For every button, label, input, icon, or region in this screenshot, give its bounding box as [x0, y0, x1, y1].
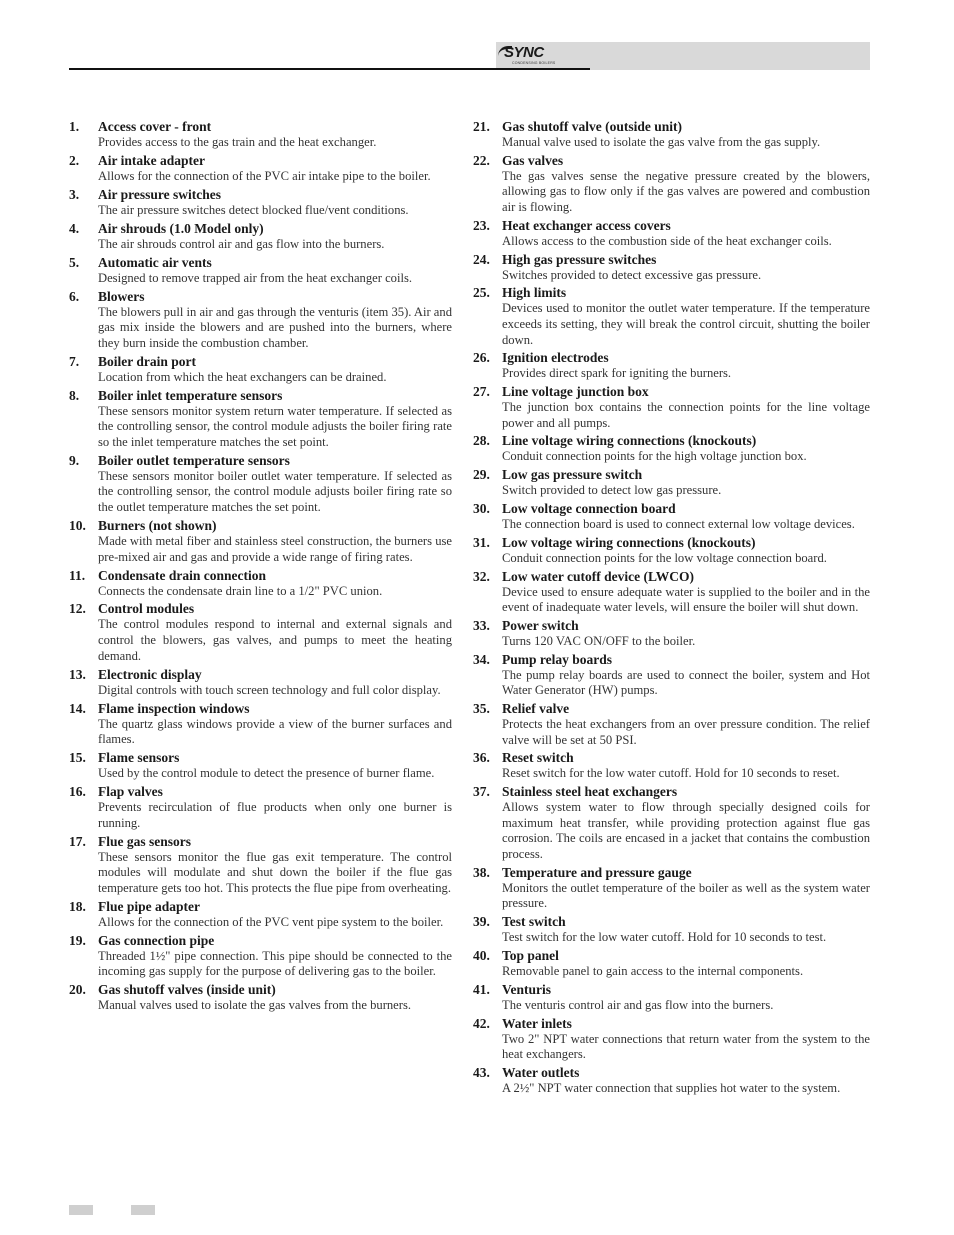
item-title: Burners (not shown) — [98, 518, 217, 533]
item-title: Heat exchanger access covers — [502, 217, 671, 233]
item-description: The pump relay boards are used to connect the boiler, system and Hot Water Generator (HW) pumps. — [502, 667, 870, 698]
item-title: Flue pipe adapter — [98, 898, 201, 914]
component-item — [473, 433, 870, 465]
component-item — [473, 750, 870, 782]
component-item — [69, 119, 452, 151]
item-title: Air pressure switches — [98, 186, 221, 202]
item-number: 30. — [473, 501, 490, 516]
sync-logo — [498, 44, 560, 68]
item-title: Top panel — [502, 947, 559, 963]
component-item — [69, 933, 452, 980]
component-list-right — [473, 119, 870, 1099]
item-title: Boiler inlet temperature sensors — [98, 387, 283, 403]
item-description: Switch provided to detect low gas pressure. — [502, 483, 722, 498]
item-title: Gas valves — [502, 152, 564, 168]
item-description: Reset switch for the low water cutoff. Hold for 10 seconds to reset. — [502, 766, 840, 781]
item-description: Allows for the connection of the PVC air intake pipe to the boiler. — [98, 168, 431, 183]
component-item — [69, 518, 452, 565]
item-title: Water inlets — [502, 1015, 572, 1031]
item-description: These sensors monitor boiler outlet water temperature. If selected as the controlling sensor, the control module adjusts boiler firing rate so the outlet temperature matches the set point. — [98, 468, 452, 515]
item-number: 13. — [69, 666, 86, 682]
item-description: Location from which the heat exchangers can be drained. — [98, 369, 387, 384]
component-item — [69, 899, 452, 931]
item-description: Removable panel to gain access to the internal components. — [502, 963, 804, 978]
item-description: A 2½" NPT water connection that supplies hot water to the system. — [502, 1080, 841, 1095]
item-title: Flame inspection windows — [98, 700, 250, 716]
item-number: 8. — [69, 387, 80, 403]
item-description: Used by the control module to detect the presence of burner flame. — [98, 766, 435, 781]
item-title: Power switch — [502, 617, 579, 633]
item-description: The venturis control air and gas flow into the burners. — [502, 997, 774, 1012]
item-description: The connection board is used to connect external low voltage devices. — [502, 517, 855, 531]
item-title: Access cover - front — [98, 119, 212, 134]
item-number: 28. — [473, 433, 490, 449]
item-title: Condensate drain connection — [98, 567, 267, 583]
item-number: 24. — [473, 251, 490, 267]
item-number: 5. — [69, 254, 80, 270]
item-description: Provides access to the gas train and the heat exchanger. — [98, 135, 377, 149]
footer-marker-left — [69, 1205, 93, 1215]
footer-marker-right — [131, 1205, 155, 1215]
item-title: Stainless steel heat exchangers — [502, 784, 678, 800]
item-description: The quartz glass windows provide a view of the burner surfaces and flames. — [98, 716, 452, 747]
item-description: Provides direct spark for igniting the burners. — [502, 366, 732, 381]
item-title: Relief valve — [502, 701, 570, 717]
component-item — [473, 218, 870, 250]
logo-subtext: CONDENSING BOILERS — [512, 61, 556, 65]
item-title: Electronic display — [98, 666, 202, 682]
item-description: Conduit connection points for the low voltage connection board. — [502, 550, 827, 565]
item-number: 27. — [473, 384, 490, 400]
item-description: Conduit connection points for the high voltage junction box. — [502, 449, 807, 464]
component-item — [69, 982, 452, 1014]
item-description: Connects the condensate drain line to a 1/2" PVC union. — [98, 583, 383, 598]
item-description: Switches provided to detect excessive gas pressure. — [502, 267, 762, 282]
item-number: 26. — [473, 350, 490, 366]
item-title: Test switch — [502, 914, 566, 930]
item-description: Manual valves used to isolate the gas valves from the burners. — [98, 998, 412, 1013]
item-number: 33. — [473, 617, 490, 633]
component-item — [69, 388, 452, 451]
component-item — [473, 618, 870, 650]
item-description: The control modules respond to internal and external signals and control the blowers, gas valves, and pumps to meet the heating demand. — [98, 617, 452, 663]
component-item — [473, 701, 870, 748]
component-item — [69, 289, 452, 352]
component-item — [473, 865, 870, 912]
component-item — [473, 1016, 870, 1063]
header-rule — [69, 68, 590, 70]
item-title: Control modules — [98, 601, 195, 617]
component-item — [69, 255, 452, 287]
item-title: Air intake adapter — [98, 152, 205, 168]
component-item — [69, 667, 452, 699]
item-number: 32. — [473, 568, 490, 584]
item-title: Flap valves — [98, 784, 163, 799]
component-item — [69, 568, 452, 600]
component-item — [69, 453, 452, 516]
item-description: The air pressure switches detect blocked flue/vent conditions. — [98, 202, 409, 217]
item-title: Pump relay boards — [502, 651, 613, 667]
component-item — [473, 982, 870, 1014]
component-item — [473, 350, 870, 382]
component-item — [473, 153, 870, 216]
item-description: Digital controls with touch screen technology and full color display. — [98, 682, 441, 697]
item-number: 7. — [69, 353, 80, 369]
item-number: 38. — [473, 864, 490, 880]
item-description: Designed to remove trapped air from the heat exchanger coils. — [98, 270, 413, 285]
item-title: Flame sensors — [98, 750, 180, 766]
item-description: Test switch for the low water cutoff. Hold for 10 seconds to test. — [502, 930, 827, 945]
item-description: The gas valves sense the negative pressure created by the blowers, allowing gas to flow only if the gas valves are powered and combustion air is flowing. — [502, 168, 870, 214]
item-description: Allows access to the combustion side of the heat exchanger coils. — [502, 233, 832, 248]
item-title: Blowers — [98, 288, 145, 304]
item-description: The air shrouds control air and gas flow into the burners. — [98, 236, 385, 251]
item-description: Protects the heat exchangers from an over pressure condition. The relief valve will be set at 50 PSI. — [502, 717, 870, 747]
component-item — [473, 285, 870, 348]
item-number: 36. — [473, 750, 490, 766]
component-item — [69, 153, 452, 185]
item-title: Temperature and pressure gauge — [502, 864, 692, 880]
item-number: 43. — [473, 1064, 490, 1080]
item-title: Boiler drain port — [98, 353, 197, 369]
item-title: Low voltage connection board — [502, 501, 676, 516]
item-description: Threaded 1½" pipe connection. This pipe should be connected to the incoming gas supply for the purpose of delivering gas to the boiler. — [98, 948, 452, 979]
item-description: Devices used to monitor the outlet water temperature. If the temperature exceeds its setting, they will break the control circuit, shutting the boiler down. — [502, 301, 870, 347]
component-item — [473, 119, 870, 151]
item-number: 22. — [473, 152, 490, 168]
item-number: 40. — [473, 947, 490, 963]
component-item — [473, 914, 870, 946]
item-description: Prevents recirculation of flue products when only one burner is running. — [98, 800, 452, 830]
item-title: Ignition electrodes — [502, 350, 609, 366]
item-title: High gas pressure switches — [502, 251, 657, 267]
item-description: The junction box contains the connection points for the line voltage power and all pumps. — [502, 400, 870, 430]
item-description: Allows for the connection of the PVC vent pipe system to the boiler. — [98, 914, 444, 929]
item-title: Automatic air vents — [98, 254, 212, 270]
item-title: Reset switch — [502, 750, 574, 766]
item-number: 10. — [69, 518, 86, 533]
component-item — [69, 750, 452, 782]
component-item — [69, 701, 452, 748]
item-description: Allows system water to flow through specially designed coils for maximum heat transfer, while providing protection against flue gas corrosion. The coils are encased in a jacket that contains the combustion process. — [502, 800, 870, 862]
item-number: 21. — [473, 119, 490, 134]
component-list-left — [69, 119, 452, 1016]
item-title: Venturis — [502, 981, 552, 997]
component-item — [473, 569, 870, 616]
component-item — [69, 354, 452, 386]
item-description: Turns 120 VAC ON/OFF to the boiler. — [502, 633, 696, 648]
item-number: 20. — [69, 982, 86, 998]
item-number: 19. — [69, 932, 86, 948]
item-number: 14. — [69, 700, 86, 716]
item-title: High limits — [502, 285, 567, 301]
item-number: 34. — [473, 651, 490, 667]
item-description: Device used to ensure adequate water is supplied to the boiler and in the event of inadequate water levels, will ensure the boiler will shut down. — [502, 584, 870, 615]
item-number: 37. — [473, 784, 490, 800]
item-number: 31. — [473, 534, 490, 550]
item-number: 23. — [473, 217, 490, 233]
item-description: Monitors the outlet temperature of the boiler as well as the system water pressure. — [502, 880, 870, 911]
item-description: These sensors monitor the flue gas exit temperature. The control modules will modulate and shut down the boiler if the flue gas temperature gets too hot. This protects the flue pipe from overheating. — [98, 849, 452, 895]
item-number: 3. — [69, 186, 80, 202]
component-item — [473, 252, 870, 284]
item-title: Line voltage junction box — [502, 384, 649, 400]
logo-wordmark: SYNC — [504, 44, 544, 61]
item-title: Low gas pressure switch — [502, 467, 643, 483]
item-number: 12. — [69, 601, 86, 617]
component-item — [69, 834, 452, 897]
item-title: Boiler outlet temperature sensors — [98, 452, 290, 468]
item-number: 11. — [69, 567, 86, 583]
component-item — [473, 948, 870, 980]
item-number: 1. — [69, 119, 80, 134]
item-description: The blowers pull in air and gas through the venturis (item 35). Air and gas mix inside the blowers and are pushed into the burners, where they burn inside the combustion chamber. — [98, 304, 452, 350]
item-title: Gas shutoff valves (inside unit) — [98, 982, 276, 998]
item-number: 9. — [69, 452, 80, 468]
component-item — [473, 501, 870, 533]
item-number: 4. — [69, 220, 80, 236]
item-number: 6. — [69, 288, 80, 304]
component-item — [473, 535, 870, 567]
item-number: 29. — [473, 467, 490, 483]
item-title: Line voltage wiring connections (knockouts) — [502, 433, 757, 449]
item-description: Made with metal fiber and stainless steel construction, the burners use pre-mixed air and gas and provide a wide range of firing rates. — [98, 534, 452, 564]
component-item — [473, 384, 870, 431]
component-item — [69, 601, 452, 664]
component-item — [473, 652, 870, 699]
item-description: Manual valve used to isolate the gas valve from the gas supply. — [502, 135, 821, 149]
component-item — [69, 784, 452, 831]
component-item — [473, 467, 870, 499]
item-number: 39. — [473, 914, 490, 930]
item-title: Gas shutoff valve (outside unit) — [502, 119, 683, 134]
item-title: Flue gas sensors — [98, 833, 192, 849]
component-item — [473, 1065, 870, 1097]
item-number: 42. — [473, 1015, 490, 1031]
item-number: 17. — [69, 833, 86, 849]
item-title: Water outlets — [502, 1064, 580, 1080]
item-description: These sensors monitor system return water temperature. If selected as the controlling sensor, the control module adjusts the boiler firing rate so the inlet temperature matches the set point. — [98, 403, 452, 449]
component-item — [69, 221, 452, 253]
item-number: 41. — [473, 981, 490, 997]
item-title: Low voltage wiring connections (knockouts) — [502, 534, 756, 550]
item-number: 18. — [69, 898, 86, 914]
item-number: 25. — [473, 285, 490, 301]
item-description: Two 2" NPT water connections that return water from the system to the heat exchangers. — [502, 1031, 870, 1062]
item-title: Gas connection pipe — [98, 932, 215, 948]
item-number: 16. — [69, 784, 86, 799]
item-number: 2. — [69, 152, 80, 168]
component-item — [473, 784, 870, 862]
item-number: 35. — [473, 701, 490, 717]
item-title: Low water cutoff device (LWCO) — [502, 568, 694, 584]
item-title: Air shrouds (1.0 Model only) — [98, 220, 264, 236]
component-item — [69, 187, 452, 219]
item-number: 15. — [69, 750, 86, 766]
